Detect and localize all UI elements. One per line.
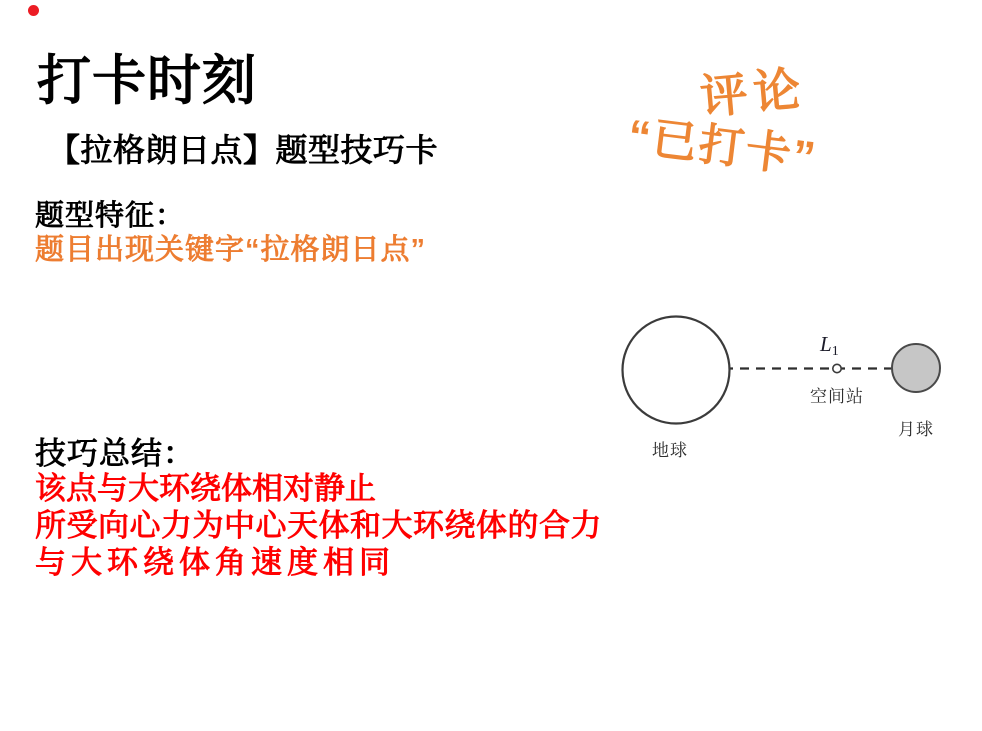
feature-keyword-line: 题目出现关键字“拉格朗日点” <box>35 234 427 266</box>
summary-point-3: 与大环绕体角速度相同 <box>35 545 395 580</box>
summary-section-heading: 技巧总结： <box>35 436 195 471</box>
page-subtitle: 【拉格朗日点】题型技巧卡 <box>48 132 439 168</box>
l1-label <box>820 332 839 360</box>
summary-point-1: 该点与大环绕体相对静止 <box>35 471 376 506</box>
earth-circle <box>623 317 730 424</box>
lagrange-point-diagram <box>590 298 982 468</box>
space-station-label: 空间站 <box>810 387 864 406</box>
moon-circle <box>892 344 940 392</box>
page-title: 打卡时刻 <box>37 51 257 111</box>
handwritten-annotation-line1: 评论 <box>698 61 809 124</box>
l1-label-subscript: 1 <box>831 344 839 359</box>
summary-point-2: 所受向心力为中心天体和大环绕体的合力 <box>35 508 602 543</box>
moon-label: 月球 <box>898 420 934 439</box>
feature-section-heading: 题型特征： <box>35 200 186 232</box>
red-dot-marker <box>28 5 39 16</box>
l1-point-marker <box>833 364 841 372</box>
earth-label: 地球 <box>652 441 688 460</box>
l1-label-letter: L <box>820 332 832 356</box>
summary-points-list <box>35 470 602 581</box>
handwritten-annotation-line2: “已打卡” <box>625 109 820 184</box>
